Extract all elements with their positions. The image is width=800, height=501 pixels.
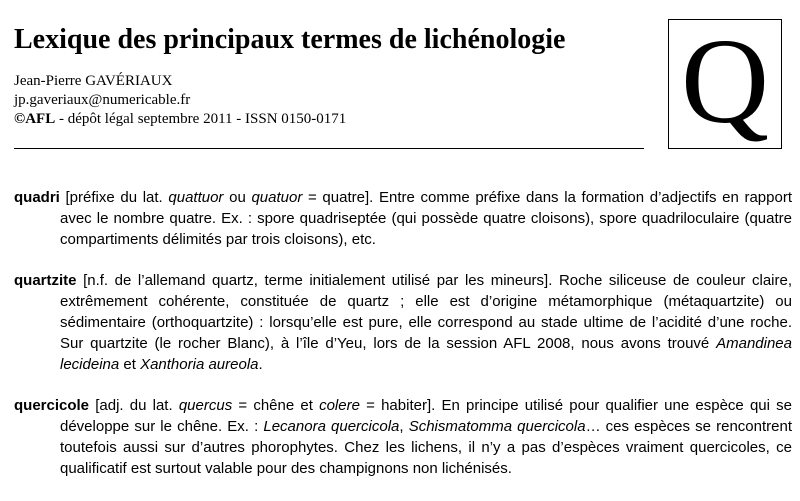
entry-definition — [60, 397, 792, 476]
entry-term: quercicole — [14, 397, 90, 415]
copyright-line — [14, 110, 644, 129]
italic-text: Lecanora quercicola — [263, 418, 400, 436]
page-title: Lexique des principaux termes de lichénologie — [14, 24, 566, 55]
document-header — [14, 22, 644, 129]
definition-text: = quatre]. Entre comme préfixe dans la formation d’adjectifs en rapport avec le nombre quatre. Ex. : spore quadriseptée (qui possède quatre cloisons), spore quadriloculaire (quatre compartiments délimités par trois cloisons), etc. — [60, 189, 792, 248]
italic-text: Xanthoria aureola — [140, 355, 259, 373]
definition-text: , — [399, 418, 409, 436]
section-letter-box — [668, 14, 782, 149]
copyright-mark: ©AFL — [14, 111, 56, 127]
italic-text: quattuor — [168, 189, 224, 206]
copyright-details: - dépôt légal septembre 2011 - ISSN 0150-0171 — [55, 111, 347, 127]
definition-text: = chêne et — [232, 397, 320, 415]
definition-text: = habiter]. En principe utilisé pour qualifier une espèce qui se développe sur le chêne. Ex. : — [60, 397, 792, 436]
definition-text: [préfixe du lat. — [59, 189, 169, 206]
definition-text: ou — [223, 189, 252, 206]
italic-text: Schismatomma quercicola — [408, 418, 586, 436]
section-letter: Q — [680, 14, 770, 149]
definition-text: [n.f. de l’allemand quartz, terme initialement utilisé par les mineurs]. Roche siliceuse de couleur claire, extrêmement cohérente, constituée de quartz ; elle est d’origine métamorphique (métaquartzite) ou sédimentaire (orthoquartzite) : lorsqu’elle est pure, elle correspond au stade ultime de l’acidité d’une roche. Sur quartzite (le rocher Blanc), à l’île d’Yeu, lors de la session AFL 2008, nous avons trouvé — [60, 272, 792, 352]
entry-term: quartzite — [14, 272, 77, 290]
author-email: jp.gaveriaux@numericable.fr — [14, 92, 191, 108]
italic-text: Amandinea lecideina — [60, 334, 792, 373]
header-divider — [14, 148, 644, 149]
definition-text: et — [119, 355, 141, 373]
glossary-entry — [14, 271, 792, 375]
glossary-entry — [14, 396, 792, 479]
italic-text: quercus — [178, 397, 233, 415]
definition-text: . — [258, 355, 263, 373]
glossary-entries — [14, 188, 792, 501]
document-meta — [14, 72, 644, 129]
entry-definition — [60, 272, 792, 372]
entry-term: quadri — [14, 189, 60, 206]
italic-text: colere — [319, 397, 360, 415]
entry-definition — [60, 189, 792, 248]
definition-text: [adj. du lat. — [89, 397, 179, 415]
glossary-entry — [14, 188, 792, 250]
author-name: Jean-Pierre GAVÉRIAUX — [14, 73, 173, 89]
definition-text: … ces espèces se rencontrent toutefois aussi sur d’autres phorophytes. Chez les lichens, il n’y a pas d’espèces vraiment quercicoles, ce qualificatif est surtout valable pour des champignons non lichénisés. — [60, 418, 792, 477]
italic-text: quatuor — [251, 189, 303, 206]
